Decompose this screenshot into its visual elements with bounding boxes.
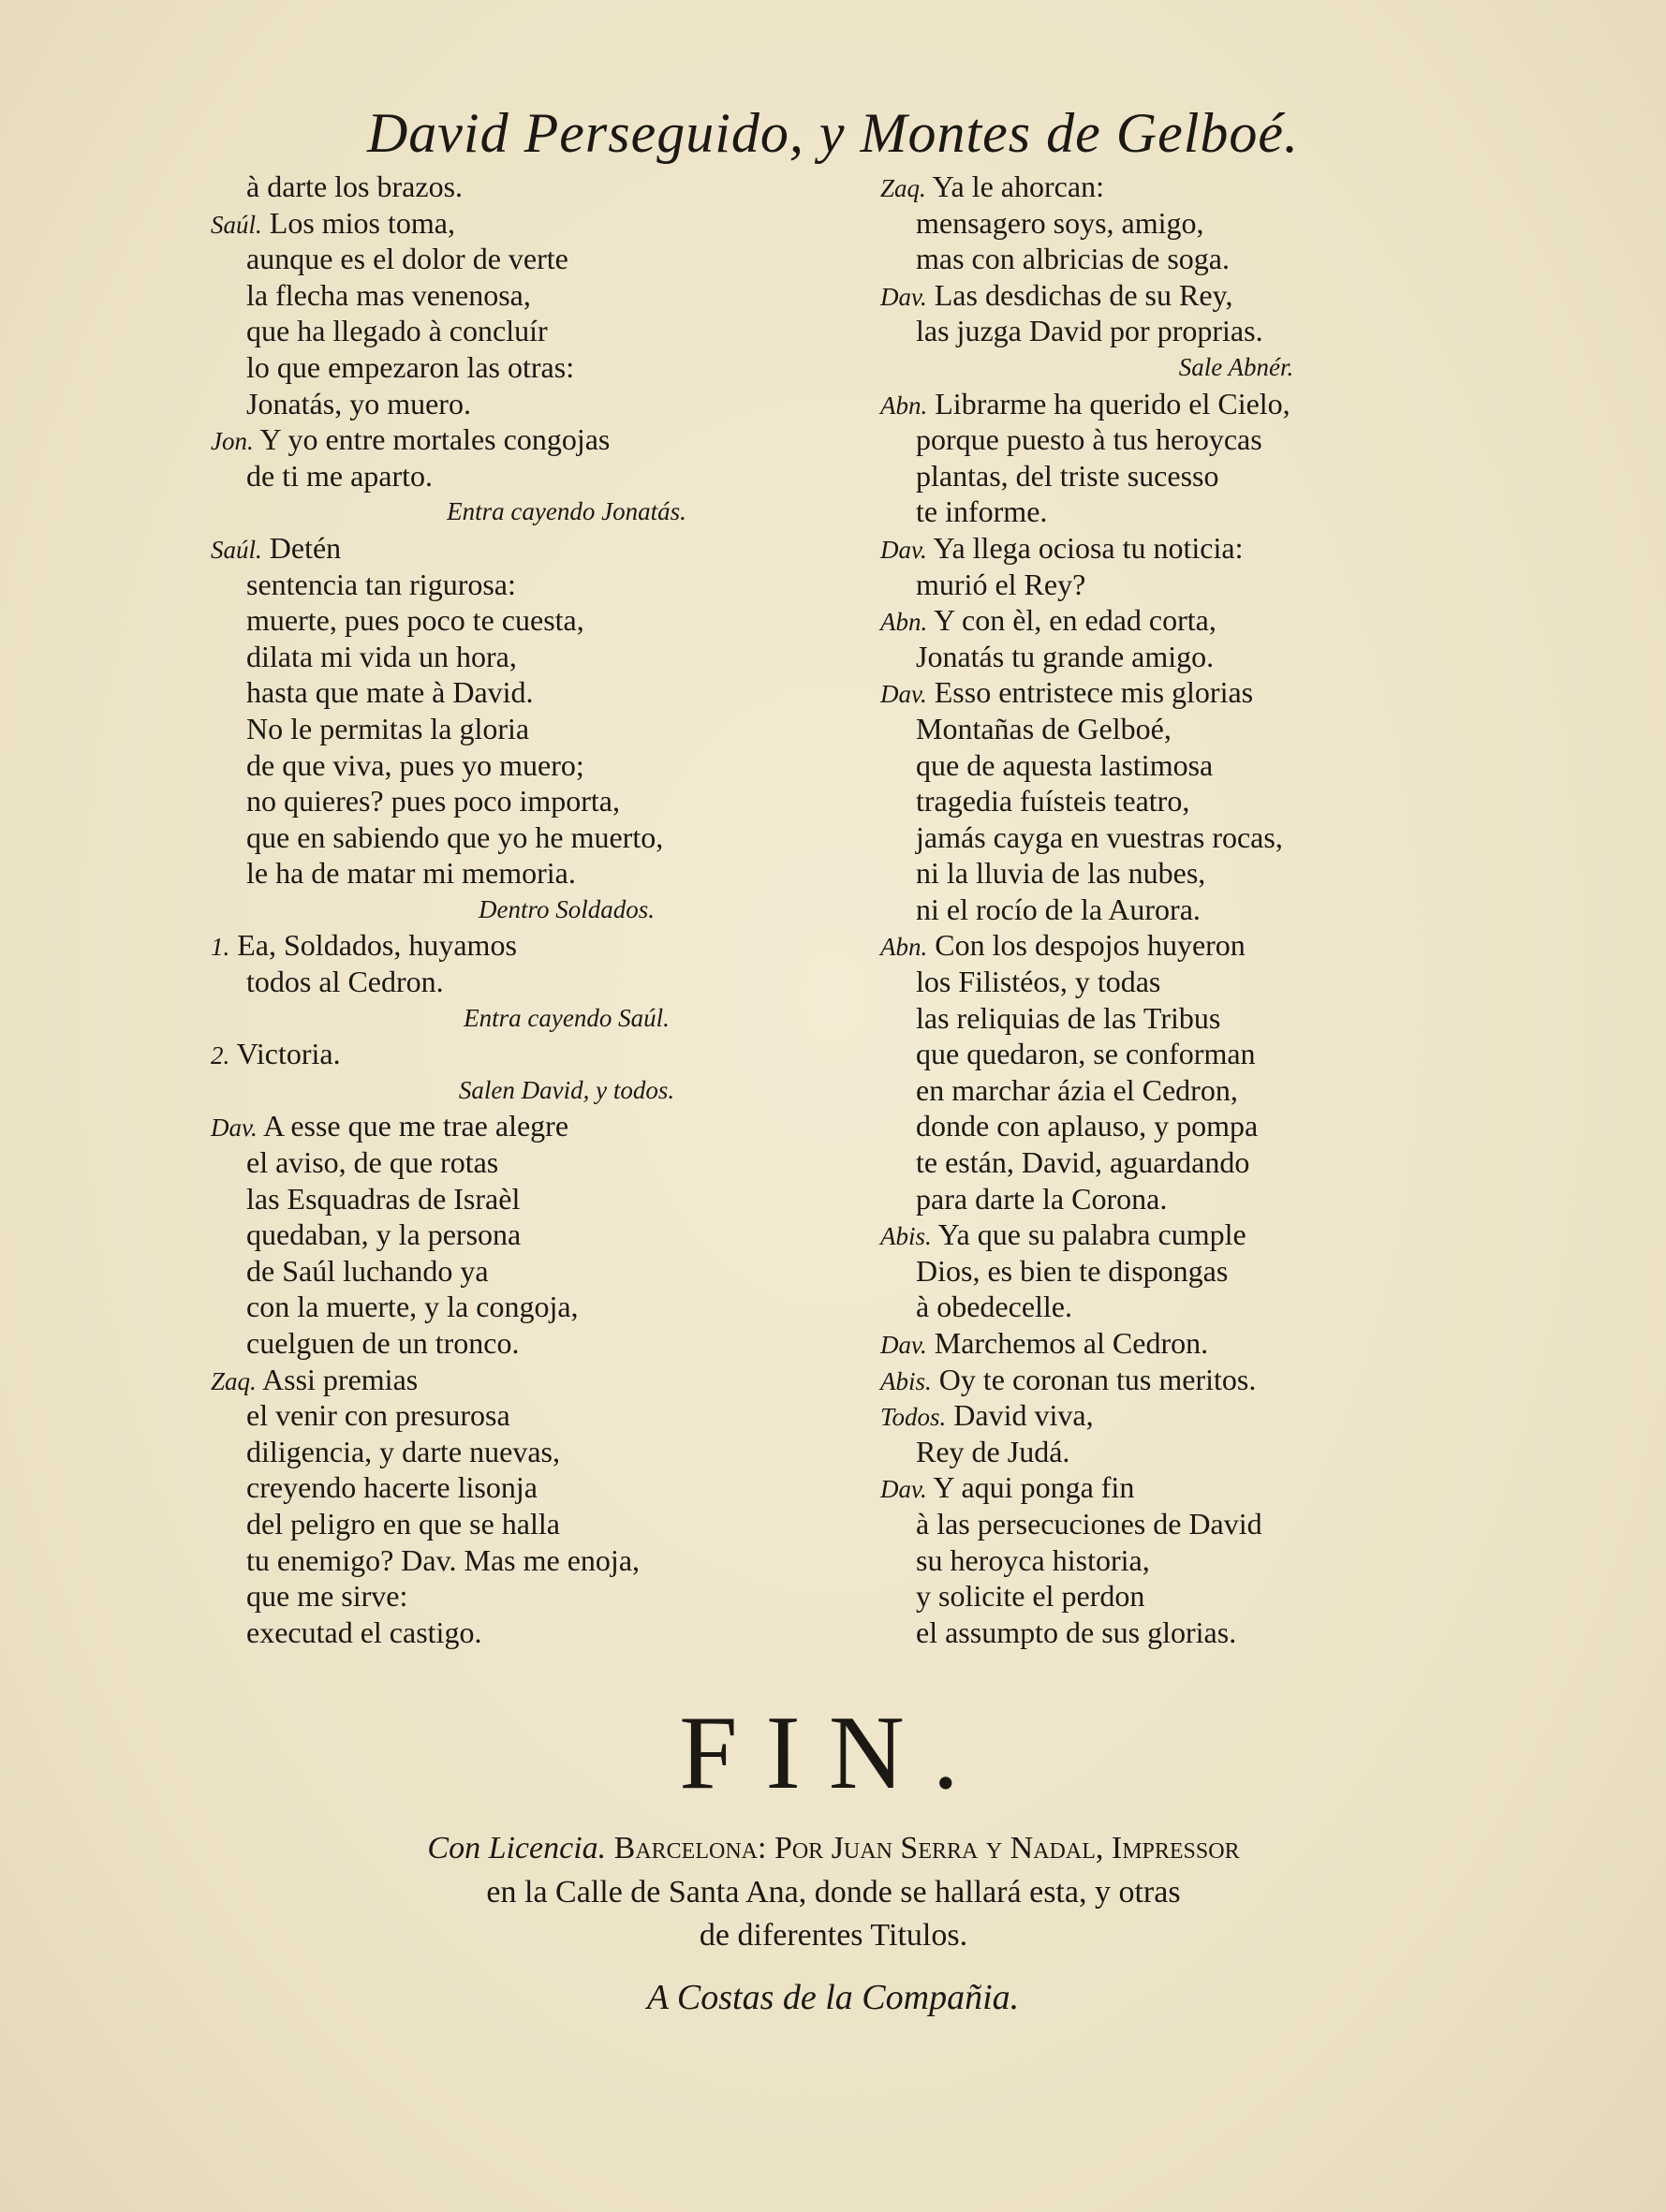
speech-text: Ya que su palabra cumple — [937, 1217, 1246, 1252]
speech-line — [211, 421, 922, 458]
verse-line: Montañas de Gelboé, — [916, 711, 1172, 745]
speech-line — [880, 1397, 1592, 1434]
verse-line: en marchar ázia el Cedron, — [916, 1072, 1238, 1107]
speech-text: Y con èl, en edad corta, — [934, 603, 1216, 638]
stage-direction: Entra cayendo Jonatás. — [447, 497, 686, 526]
speech-text: Y yo entre mortales congojas — [259, 422, 611, 457]
verse-line: que me sirve: — [246, 1579, 408, 1614]
verse-line: jamás cayga en vuestras rocas, — [916, 819, 1283, 854]
verse-line: mensagero soys, amigo, — [916, 205, 1204, 240]
verse-line: que quedaron, se conforman — [916, 1037, 1256, 1071]
speech-line — [880, 1362, 1592, 1398]
verse-line: Jonatás tu grande amigo. — [916, 639, 1215, 673]
speaker-name: Abis. — [880, 1222, 932, 1251]
verse-line: de Saúl luchando ya — [246, 1253, 489, 1288]
stage-direction: Sale Abnér. — [1178, 352, 1294, 381]
imprint-line-2: en la Calle de Santa Ana, donde se hallará esta, y otras — [486, 1875, 1181, 1910]
verse-line: ni la lluvia de las nubes, — [916, 856, 1206, 891]
verse-line: y solicite el perdon — [916, 1579, 1145, 1614]
verse-line: creyendo hacerte lisonja — [246, 1470, 538, 1505]
verse-line: la flecha mas venenosa, — [246, 277, 531, 312]
speaker-name: Dav. — [880, 282, 927, 311]
verse-line: lo que empezaron las otras: — [246, 349, 575, 384]
verse-line: dilata mi vida un hora, — [246, 639, 517, 673]
speech-text: A esse que me trae alegre — [262, 1109, 569, 1143]
verse-line: quedaban, y la persona — [246, 1217, 522, 1252]
speaker-name: Saúl. — [211, 210, 262, 239]
verse-line: donde con aplauso, y pompa — [916, 1109, 1259, 1143]
speech-line — [211, 927, 922, 964]
right-column — [880, 169, 1592, 1650]
speech-text: Y aqui ponga fin — [933, 1470, 1135, 1505]
imprint-licencia: Con Licencia. — [427, 1831, 607, 1865]
imprint-printer: Barcelona: Por Juan Serra y Nadal, Impressor — [613, 1831, 1240, 1865]
speaker-name: Zaq. — [880, 174, 926, 202]
verse-line: Rey de Judá. — [916, 1434, 1070, 1468]
verse-line: murió el Rey? — [916, 567, 1086, 601]
speaker-name: Abn. — [880, 608, 928, 637]
speech-text: Los mios toma, — [269, 205, 455, 240]
verse-line: hasta que mate à David. — [246, 675, 534, 710]
verse-line: tragedia fuísteis teatro, — [916, 784, 1190, 818]
speech-text: David viva, — [953, 1398, 1094, 1433]
verse-line: plantas, del triste sucesso — [916, 458, 1219, 493]
verse-line: para darte la Corona. — [916, 1181, 1168, 1216]
speaker-name: 2. — [211, 1041, 230, 1070]
speech-line — [211, 530, 922, 567]
speaker-name: Jon. — [211, 427, 254, 456]
verse-line: todos al Cedron. — [246, 965, 444, 999]
speech-text: Las desdichas de su Rey, — [934, 277, 1233, 312]
speech-line — [880, 169, 1592, 205]
verse-line: à obedecelle. — [916, 1290, 1072, 1324]
verse-line: no quieres? pues poco importa, — [246, 784, 620, 818]
verse-line: el venir con presurosa — [246, 1398, 510, 1433]
fin-heading: FIN. — [679, 1695, 987, 1811]
speaker-name: Dav. — [880, 535, 927, 564]
speech-line — [880, 602, 1592, 639]
verse-line: del peligro en que se halla — [246, 1506, 560, 1541]
stage-direction: Entra cayendo Saúl. — [464, 1003, 670, 1032]
verse-line: con la muerte, y la congoja, — [246, 1290, 579, 1324]
speech-text: Ya le ahorcan: — [932, 170, 1104, 203]
speech-text: Con los despojos huyeron — [935, 928, 1246, 963]
verse-line: sentencia tan rigurosa: — [246, 567, 516, 601]
stage-direction: Salen David, y todos. — [458, 1075, 675, 1104]
speech-line — [880, 530, 1592, 567]
speech-line — [880, 277, 1592, 314]
speech-line — [211, 1036, 922, 1072]
verse-line: de ti me aparto. — [246, 458, 434, 493]
speaker-name: 1. — [211, 933, 230, 962]
speaker-name: Dav. — [880, 1475, 927, 1504]
verse-line: diligencia, y darte nuevas, — [246, 1434, 560, 1468]
speech-line — [880, 386, 1592, 422]
verse-line: mas con albricias de soga. — [916, 242, 1230, 276]
speech-line — [880, 674, 1592, 711]
speaker-name: Dav. — [880, 680, 927, 709]
verse-line: Dios, es bien te dispongas — [916, 1253, 1229, 1288]
verse-line: Jonatás, yo muero. — [246, 386, 471, 420]
speech-text: Detén — [269, 530, 342, 565]
speaker-name: Abn. — [880, 391, 928, 420]
imprint-costas: A Costas de la Compañia. — [646, 1978, 1020, 2017]
verse-line: de que viva, pues yo muero; — [246, 747, 584, 782]
verse-line: le ha de matar mi memoria. — [246, 856, 576, 891]
verse-line: que de aquesta lastimosa — [916, 747, 1214, 782]
speech-text: Ya llega ociosa tu noticia: — [933, 530, 1244, 565]
verse-line: su heroyca historia, — [916, 1542, 1150, 1577]
speech-text: Victoria. — [236, 1037, 341, 1071]
verse-line: porque puesto à tus heroycas — [916, 422, 1262, 457]
verse-line: aunque es el dolor de verte — [246, 242, 568, 276]
speech-text: Librarme ha querido el Cielo, — [935, 386, 1290, 420]
left-column — [211, 169, 922, 1650]
verse-line: à darte los brazos. — [246, 170, 464, 203]
verse-line: el assumpto de sus glorias. — [916, 1615, 1237, 1649]
speech-text: Oy te coronan tus meritos. — [938, 1362, 1257, 1396]
verse-line: te están, David, aguardando — [916, 1145, 1250, 1180]
verse-line: à las persecuciones de David — [916, 1506, 1262, 1541]
speech-line — [880, 1325, 1592, 1362]
verse-line: No le permitas la gloria — [246, 711, 530, 745]
verse-line: ni el rocío de la Aurora. — [916, 892, 1201, 926]
page-title: David Perseguido, y Montes de Gelboé. — [366, 102, 1300, 164]
speaker-name: Todos. — [880, 1403, 947, 1432]
speaker-name: Zaq. — [211, 1366, 257, 1395]
speech-line — [211, 205, 922, 242]
verse-line: los Filistéos, y todas — [916, 965, 1161, 999]
verse-line: las reliquias de las Tribus — [916, 1000, 1221, 1035]
speaker-name: Dav. — [880, 1331, 927, 1359]
verse-line: executad el castigo. — [246, 1615, 482, 1649]
speech-line — [211, 1362, 922, 1398]
speaker-name: Abis. — [880, 1366, 932, 1395]
speaker-name: Dav. — [211, 1113, 258, 1143]
verse-line: que ha llegado à concluír — [246, 314, 548, 348]
speech-line — [880, 927, 1592, 964]
verse-line: muerte, pues poco te cuesta, — [246, 603, 584, 638]
speech-line — [211, 1108, 922, 1144]
speaker-name: Abn. — [880, 933, 928, 962]
speech-text: Ea, Soldados, huyamos — [237, 928, 517, 963]
speech-line — [880, 1217, 1592, 1253]
verse-line: que en sabiendo que yo he muerto, — [246, 819, 664, 854]
verse-line: el aviso, de que rotas — [246, 1145, 499, 1180]
stage-direction: Dentro Soldados. — [479, 894, 655, 923]
verse-line: cuelguen de un tronco. — [246, 1326, 520, 1360]
imprint-line-1 — [234, 1831, 1433, 1866]
speech-text: Esso entristece mis glorias — [934, 675, 1254, 710]
imprint-line-3: de diferentes Titulos. — [699, 1918, 968, 1953]
verse-line: las juzga David por proprias. — [916, 314, 1263, 348]
verse-line: tu enemigo? Dav. Mas me enoja, — [246, 1542, 641, 1577]
speech-text: Marchemos al Cedron. — [934, 1326, 1209, 1360]
verse-line: las Esquadras de Israèl — [246, 1181, 521, 1216]
speaker-name: Saúl. — [211, 535, 262, 564]
speech-line — [880, 1469, 1592, 1506]
speech-text: Assi premias — [262, 1362, 419, 1396]
verse-line: te informe. — [916, 494, 1048, 529]
